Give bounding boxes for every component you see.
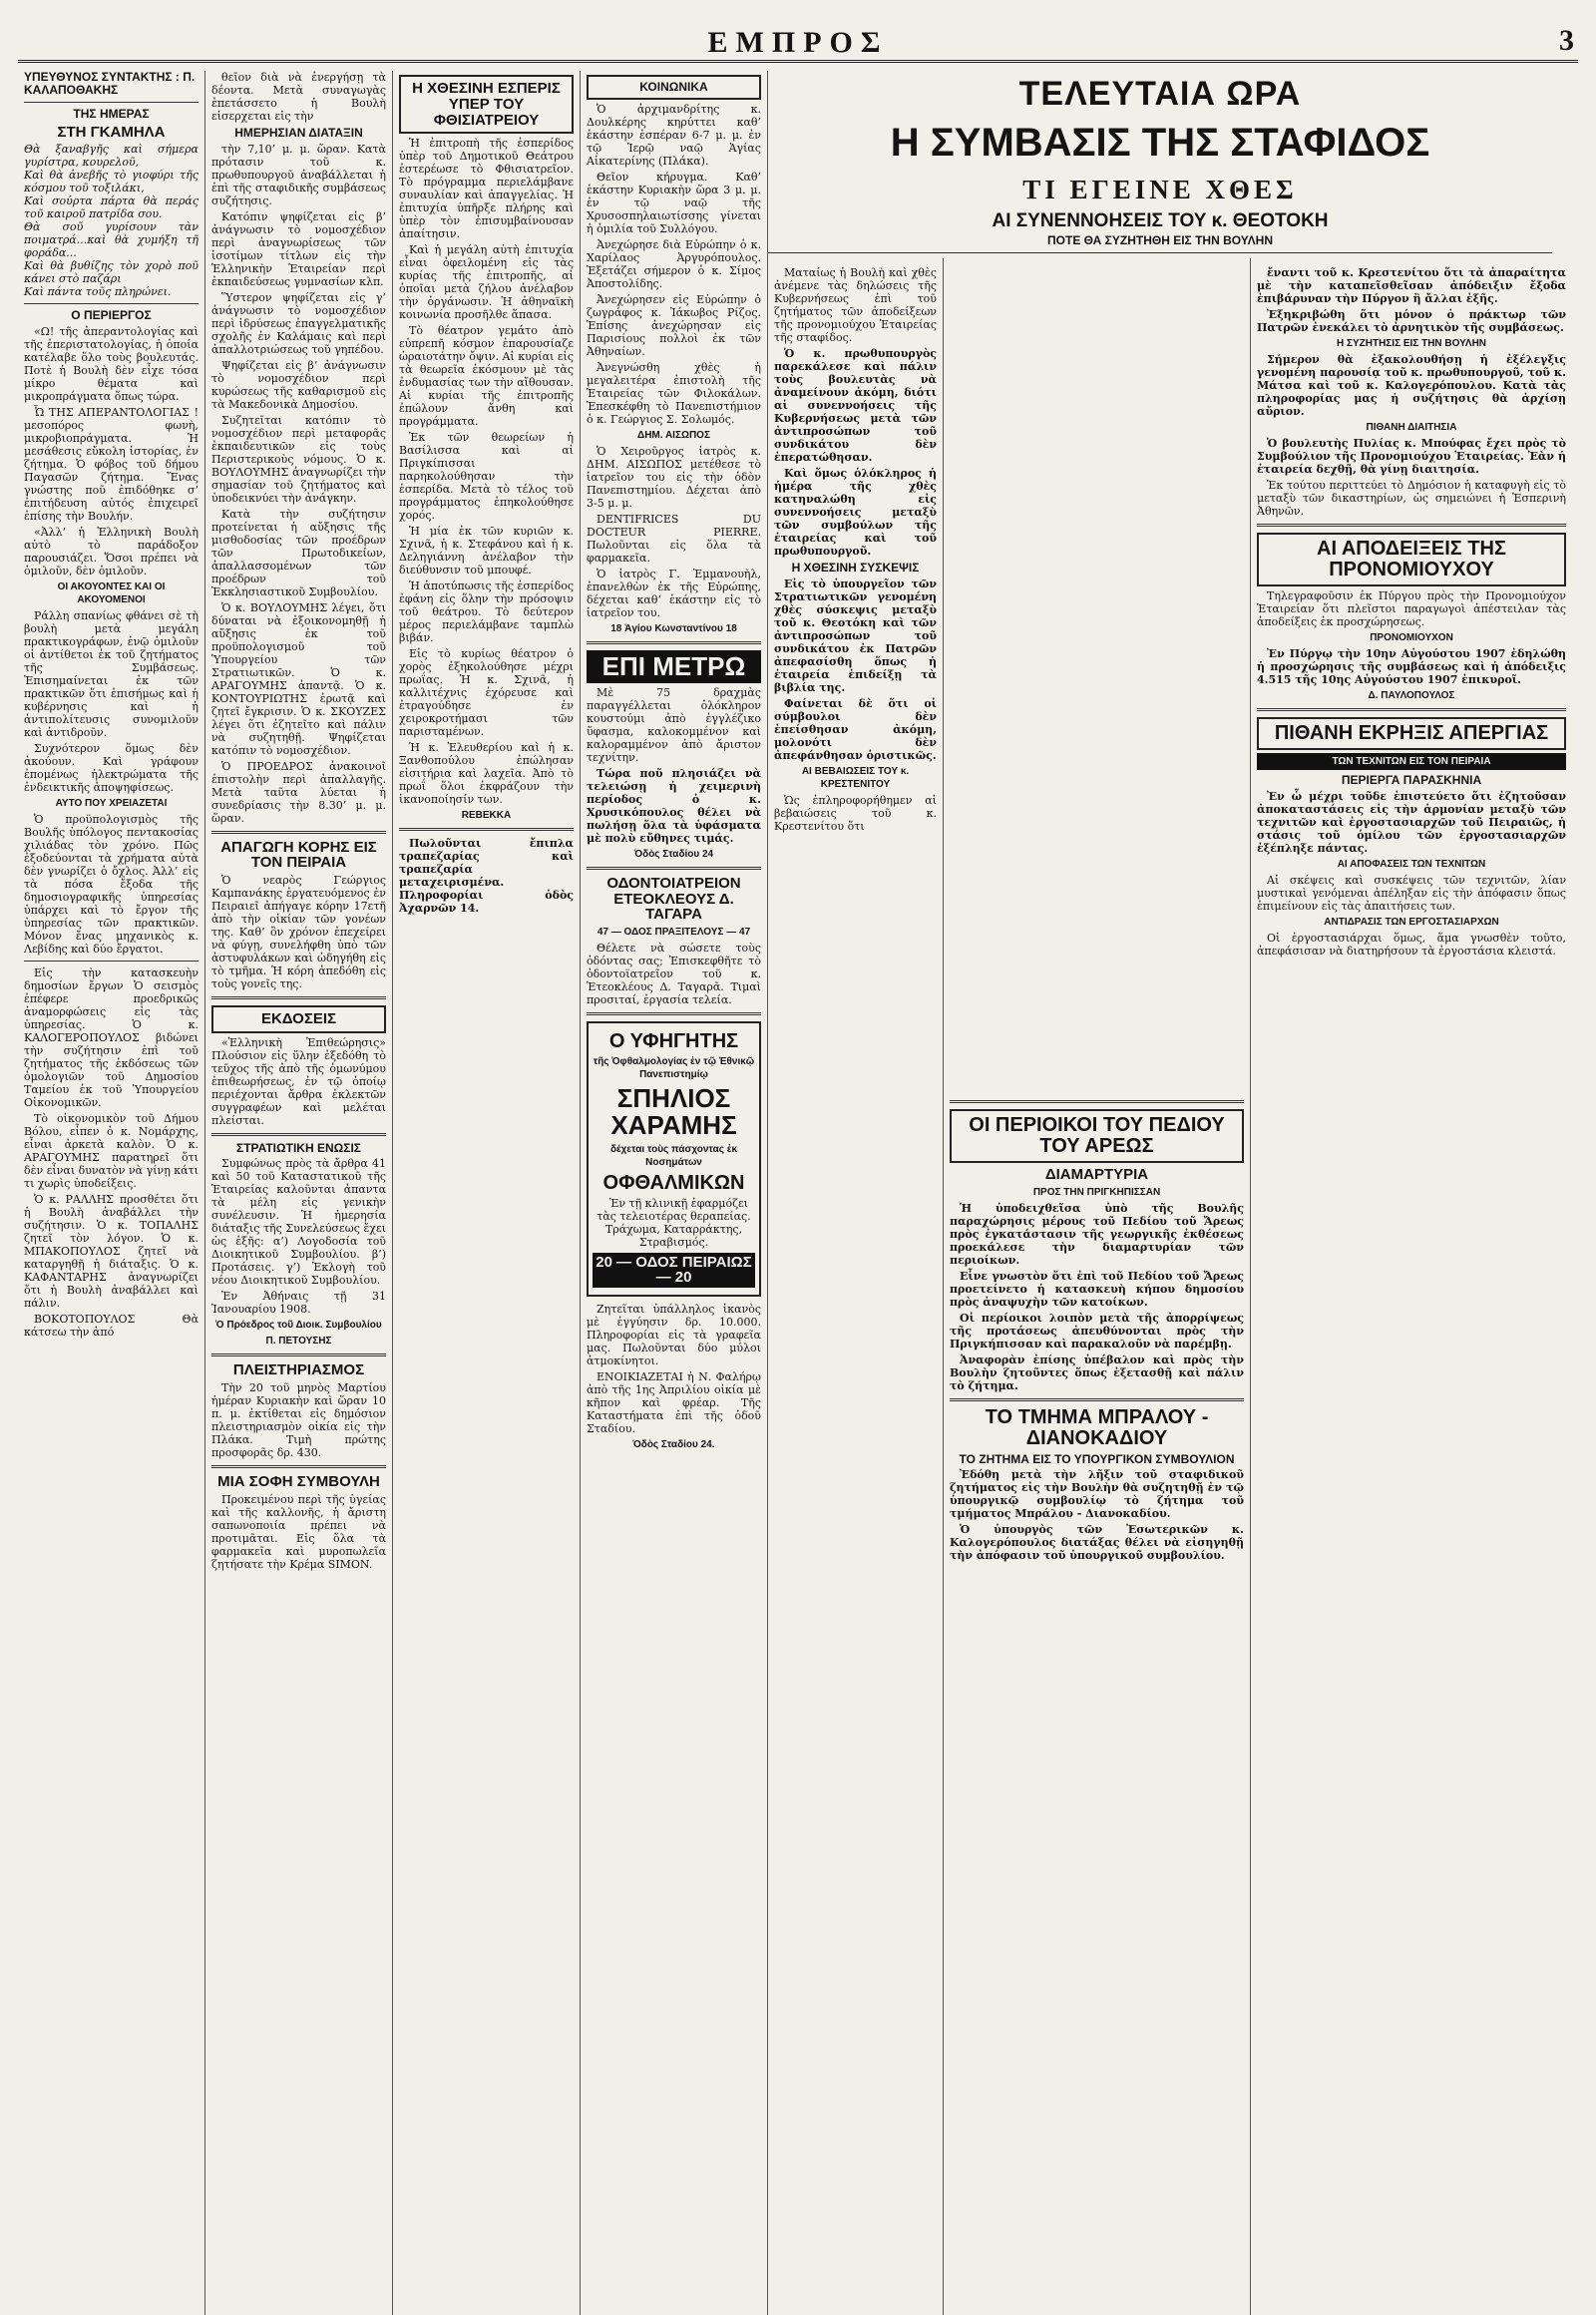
headline-protest: ΔΙΑΜΑΡΤΥΡΙΑ <box>1044 1166 1149 1183</box>
paragraph: Κατόπιν ψηφίζεται εἰς β’ ἀνάγνωσιν τὸ νομοσχέδιον περὶ ἀναγνωρίσεως τῶν ἰσοτίμων τίτλων εἰς τὴν Ἑλληνικὴν Ἑταιρείαν περὶ ἐκπαιδεύσεως γυμνασίων κλπ. <box>211 209 386 288</box>
banner-when-debate: ΠΟΤΕ ΘΑ ΣΥΖΗΤΗΘΗ ΕΙΣ ΤΗΝ ΒΟΥΛΗΝ <box>1047 233 1273 247</box>
column-1 <box>18 71 205 2315</box>
paragraph: Ὁ προϋπολογισμὸς τῆς Βουλῆς ὑπόλογος πεντακοσίας χιλιάδας τὸν χρόνο. Πῶς ἐξοδεύονται τὰ χρήματα αὐτὰ δὲν γνωρίζει ὁ ὄχλος. Ἀλλ’ εἰς τὰ πόσα ἔξοδα τῆς δημοσιογραφικῆς ὑπηρεσίας ὑπάρχει καὶ τὸ ἔργον τῆς ὑπηρεσίας τῶν πρακτικῶν. Μόνον ἔνας μηχανικὸς κ. Λεβίδης καὶ δύο ἔργατοι. <box>24 812 199 956</box>
paragraph: Ὁ ἀρχιμανδρίτης κ. Δουλκέρης κηρύττει καθ’ ἑκάστην ἑσπέραν 6-7 μ. μ. ἐν τῷ Ἱερῷ ναῷ Ἁγίας Αἰκατερίνης (Πλάκα). <box>587 102 761 168</box>
paragraph: Ἀνεχώρησε διὰ Εὐρώπην ὁ κ. Χαρίλαος Ἀργυρόπουλος. Ἐξετάζει σήμερον ὁ κ. Σίμος Ἀποστολίδης. <box>587 237 761 290</box>
paragraph: Ὁ ὑπουργὸς τῶν Ἐσωτερικῶν κ. Καλογερόπουλος διατάξας θέλει νὰ εἰσηγηθῇ τὴν ἀπόφασιν τοῦ ὑπουργικοῦ συμβουλίου. <box>950 1523 1244 1563</box>
subheading: ΟΙ ΑΚΟΥΟΝΤΕΣ ΚΑΙ ΟΙ ΑΚΟΥΟΜΕΝΟΙ <box>57 580 166 605</box>
headline-princess: ΠΡΟΣ ΤΗΝ ΠΡΙΓΚΗΠΙΣΣΑΝ <box>1032 1186 1161 1198</box>
subheading: ΠΡΟΝΟΜΙΟΥΧΟΝ <box>1370 632 1453 643</box>
paragraph: Ὁ βουλευτὴς Πυλίας κ. Μπούφας ἔχει πρὸς τὸ Συμβούλιον τῆς Προνομιούχου Ἑταιρείας. Ἐὰν ἡ ἑταιρεία δεχθῇ, θὰ γίνῃ διαιτησία. <box>1257 437 1566 476</box>
paragraph: Προκειμένου περὶ τῆς ὑγείας καὶ τῆς καλλονῆς, ἡ ἄριστη σαπωνοποιία πρέπει νὰ προτιμᾶται. Εἰς ὅλα τὰ φαρμακεῖα καὶ μυροπωλεῖα ζητήσατε τὴν Κρέμα SIMON. <box>211 1492 386 1571</box>
headline-strike: ΠΙΘΑΝΗ ΕΚΡΗΞΙΣ ΑΠΕΡΓΙΑΣ <box>1257 717 1566 750</box>
paragraph: Ἡ ὑποδειχθεῖσα ὑπὸ τῆς Βουλῆς παραχώρησις μέρους τοῦ Πεδίου τοῦ Ἄρεως πρὸς ἐγκατάστασιν τῆς γεωργικῆς ἐκθέσεως προεκάλεσε τὴν διαμαρτυρίαν τῶν περιοίκων. <box>950 1201 1244 1267</box>
paragraph: Συμφώνως πρὸς τὰ ἄρθρα 41 καὶ 50 τοῦ Καταστατικοῦ τῆς Ἑταιρείας καλοῦνται ἀπαντα τὰ μέλη εἰς γενικὴν συνέλευσιν. Ἡ ἡμερησία διάταξις τῆς Συνελεύσεως ἔχει ὡς ἑξῆς: α’) Λογοδοσία τοῦ Διοικητικοῦ Συμβουλίου. β’) Προτάσεις. γ’) Ἐκλογὴ τοῦ νέου Διοικητικοῦ Συμβουλίου. <box>211 1157 386 1288</box>
banner-negotiations: ΑΙ ΣΥΝΕΝΝΟΗΣΕΙΣ ΤΟΥ κ. ΘΕΟΤΟΚΗ <box>992 210 1329 231</box>
paragraph: «Ἀλλ’ ἡ Ἑλληνικὴ Βουλὴ αὐτὸ τὸ παράδοξον παρουσιάζει. Ὅσοι πρέπει νὰ ὁμιλοῦν, δὲν ὁμιλοῦν. <box>24 525 199 578</box>
paragraph: Ἐξηκριβώθη ὅτι μόνον ὁ πράκτωρ τῶν Πατρῶν ἐνεκάλει τὸ ἀρνητικὸν τῆς συμβάσεως. <box>1257 308 1566 334</box>
paragraph: Ἡ κ. Ἐλευθερίου καὶ ἡ κ. Ξανθοπούλου ἐπώλησαν εἰσιτήρια καὶ λαχεῖα. Ἀπὸ τὸ πρωΐ ὅλοι ἐκφράζουν τὴν ἱκανοποίησίν των. <box>399 741 574 807</box>
paragraph: Ἀνεχώρησεν εἰς Εὐρώπην ὁ ζωγράφος κ. Ἰάκωβος Ρίζος. Ἐπίσης ἀνεχώρησαν εἰς Παρισίους πολλοὶ ἐκ τῶν Ἀθηναίων. <box>587 292 761 358</box>
paragraph: Ὁ ΠΡΟΕΔΡΟΣ ἀνακοινοῖ ἐπιστολὴν περὶ ἀπαλλαγῆς. Μετὰ ταῦτα λύεται ἡ συνεδρίασις τὴν 8.30’ μ. μ. ὥραν. <box>211 759 386 825</box>
address: 18 Ἁγίου Κωνσταντίνου 18 <box>610 622 737 634</box>
paragraph: Ὁ κ. ΡΑΛΛΗΣ προσθέτει ὅτι ἡ Βουλὴ ἀναβάλλει τὴν συζήτησιν. Ὁ κ. ΤΟΠΑΛΗΣ ζητεῖ τὸν λόγον. Ὁ κ. ΜΠΑΚΟΠΟΥΛΟΣ ζητεῖ νὰ καταργηθῇ ἡ διάταξις. Ὁ κ. ΚΑΦΑΝΤΑΡΗΣ ἀναγνωρίζει ὅτι ἡ Βουλὴ ἀναβάλλει καὶ πάλιν. <box>24 1192 199 1310</box>
paragraph: Ἐδόθη μετὰ τὴν λῆξιν τοῦ σταφιδικοῦ ζητήματος εἰς τὴν Βουλὴν θὰ συζητηθῇ ἐν τῷ ὑπουργικῷ συμβουλίῳ τὸ ζήτημα τοῦ τμήματος Μπράλου - Διανοκαδίου. <box>950 1468 1244 1521</box>
headline-debate: Η ΣΥΖΗΤΗΣΙΣ ΕΙΣ ΤΗΝ ΒΟΥΛΗΝ <box>1336 338 1487 349</box>
headline-gamila: ΣΤΗ ΓΚΑΜΗΛΑ <box>57 123 166 141</box>
column-4 <box>581 71 768 2315</box>
banner-raisin-agreement: Η ΣΥΜΒΑΣΙΣ ΤΗΣ ΣΤΑΦΙΔΟΣ <box>890 121 1430 165</box>
paragraph: ἔναντι τοῦ κ. Κρεστενίτου ὅτι τὰ ἀπαραίτητα μὲ τὴν καταπεῖσθεῖσαν ἀπόδειξιν ἔξοδα ἐπιβάρυναν τὴν Πύργον ἢ ἄλλαι ἐξῆς. <box>1257 266 1566 305</box>
paragraph: ΒΟΚΟΤΟΠΟΥΛΟΣ Θὰ κάτσεω τὴν ἀπό <box>24 1312 199 1339</box>
paragraph: Ὁ ἰατρὸς Γ. Ἐμμανουὴλ, ἐπανελθὼν ἐκ τῆς Εὐρώπης, δέχεται καθ’ ἑκάστην εἰς τὸ ἰατρεῖον του. <box>587 567 761 619</box>
paragraph: DENTIFRICES DU DOCTEUR PIERRE. Πωλοῦνται εἰς ὅλα τὰ φαρμακεῖα. <box>587 512 761 565</box>
page-number: 3 <box>1559 24 1574 57</box>
paragraph: Οἱ ἐργοστασιάρχαι ὅμως, ἅμα γνωσθὲν τοῦτο, ἀπεφάσισαν νὰ διατηρήσουν τὰ ἐργοστάσια κλειστά. <box>1257 931 1566 958</box>
column-7 <box>1251 71 1572 2315</box>
ad-specialty: ΟΦΘΑΛΜΙΚΩΝ <box>602 1171 745 1194</box>
address: Ὁδὸς Σταδίου 24. <box>632 1439 715 1451</box>
paragraph: Καὶ ὅμως ὁλόκληρος ἡ ἡμέρα τῆς χθὲς κατηναλώθη εἰς συνεννοήσεις μεταξὺ τῶν συμβούλων τῆς ἑταιρείας καὶ τοῦ πρωθυπουργοῦ. <box>774 467 937 558</box>
headline-arbitration: ΠΙΘΑΝΗ ΔΙΑΙΤΗΣΙΑ <box>1366 422 1457 433</box>
headline-meeting: Η ΧΘΕΣΙΝΗ ΣΥΣΚΕΨΙΣ <box>791 561 920 575</box>
notice-date: Ἐν Ἀθήναις τῇ 31 Ἰανουαρίου 1908. <box>211 1290 386 1317</box>
paragraph: Ἡ μία ἐκ τῶν κυριῶν κ. Σχινᾶ, ἡ κ. Στεφάνου καὶ ἡ κ. Δεληγιάννη ἀνέλαβον τὴν διεύθυνσιν τοῦ μπουφέ. <box>399 525 574 578</box>
columns <box>18 71 1578 2315</box>
paragraph: Εἰς τὸ ὑπουργεῖον τῶν Στρατιωτικῶν γενομένη χθὲς σύσκεψις μεταξὺ τοῦ κ. Θεοτόκη καὶ τῶν ἀντιπροσώπων τοῦ συνδικάτου ἐκ Πατρῶν ἀπεφασίσθη ὅπως ἡ ἑταιρεία ἐπιδείξῃ τὰ βιβλία της. <box>774 577 937 694</box>
paragraph: Ὁ Χειροῦργος ἰατρὸς κ. ΔΗΜ. ΑΙΣΩΠΟΣ μετέθεσε τὸ ἰατρεῖον του εἰς τὴν ὁδὸν Πανεπιστημίου. Δέχεται ἀπὸ 3-5 μ. μ. <box>587 444 761 510</box>
masthead <box>18 26 1578 63</box>
ophthalmologist-ad <box>587 1021 761 1297</box>
ad-title: Ο ΥΦΗΓΗΤΗΣ <box>608 1030 739 1053</box>
paragraph: Συχνότερον ὅμως δὲν ἀκούουν. Καὶ γράφουν ἐπομένως ἡλεκτρώματα τῆς ἐνδεικτικῆς ἀποψηφίσεως. <box>24 741 199 794</box>
headline-agenda: ΗΜΕΡΗΣΙΑΝ ΔΙΑΤΑΞΙΝ <box>234 126 363 140</box>
paragraph: «Ω! τῆς ἀπεραντολογίας καὶ τῆς ἐπεριστατολογίας, ἡ ὁποία κατέλαβε ὅλο τοὺς βουλευτάς. Ποτὲ ἡ Βουλὴ δὲν εἶχε τόσα μίκρο θέματα καὶ μικροπράγματα ὅπως τώρα. <box>24 324 199 403</box>
column-2 <box>205 71 393 2315</box>
paragraph: Τὸ οἰκονομικὸν τοῦ Δήμου Βόλου, εἶπεν ὁ κ. Νομάρχης, εἶναι ἀρκετὰ καλὸν. Ὁ κ. ΑΡΑΓΟΥΜΗΣ παρατηρεῖ ὅτι δὲν εἶναι δυνατὸν νὰ γίνῃ κάτι τι χωρὶς ὑποδείξεις. <box>24 1111 199 1190</box>
headline-residents: ΟΙ ΠΕΡΙΟΙΚΟΙ ΤΟΥ ΠΕΔΙΟΥ ΤΟΥ ΑΡΕΩΣ <box>950 1109 1244 1163</box>
ad-text: δέχεται τοὺς πάσχοντας ἐκ Νοσημάτων <box>609 1143 738 1168</box>
section-title-2: Ο ΠΕΡΙΕΡΓΟΣ <box>71 308 152 323</box>
paragraph: Αἱ σκέψεις καὶ συσκέψεις τῶν τεχνιτῶν, λίαν μυστικαὶ γενόμεναι ἀπέληξαν εἰς τὴν ἀπόφασιν ὅπως ἐπιμείνουν εἰς τὰς ἀπαιτήσεις των. <box>1257 873 1566 913</box>
headline-abduction: ΑΠΑΓΩΓΗ ΚΟΡΗΣ ΕΙΣ ΤΟΝ ΠΕΙΡΑΙΑ <box>220 838 377 872</box>
subheading: ΑΥΤΟ ΠΟΥ ΧΡΕΙΑΖΕΤΑΙ <box>55 797 168 809</box>
paragraph: θεῖον διὰ νὰ ἐνεργήσῃ τὰ δέοντα. Μετὰ συναγωγὰς ἐπετάσσετο ἡ Βουλὴ εἰσερχεται εἰς τὴν <box>211 71 386 123</box>
address: Ὁδὸς Σταδίου 24 <box>633 848 714 860</box>
paragraph: Τὸ θέατρον γεμάτο ἀπὸ εὐπρεπῆ κόσμον ἐπαρουσίαζε ὡραιοτάτην ὄψιν. Αἱ κυρίαι εἰς τὰ θεωρεῖα ἐκόσμουν μὲ τὰς ἐνδυμασίας των τὴν αἴθουσαν. Αἱ κυρίαι τῆς ἐπιτροπῆς ἐπώλουν ἄνθη καὶ προγράμματα. <box>399 324 574 429</box>
poem: Θὰ ξαναβγῆς καὶ σήμερα γυρίστρα, κουρελοῦ, Καὶ θὰ ἀνεβῆς τὸ γιοφύρι τῆς κόσμου τοῦ τοξιλάκι, Καὶ σούρτα πάρτα θὰ περάς τοῦ καιροῦ πατρίδα σου. Θὰ σοῦ γυρίσουν τὰν ποιματρά...καὶ θὰ χυμήξη τῆ φοράδα... Καὶ θὰ βυθίζης τὸν χορὸ ποῦ κάνει στὸ παζάρι Καὶ πάντα τοῦς πληρώνει. <box>24 143 199 299</box>
headline-decisions: ΑΙ ΑΠΟΦΑΣΕΙΣ ΤΩΝ ΤΕΧΝΙΤΩΝ <box>1337 858 1486 870</box>
paragraph: Ἀναφορὰν ἐπίσης ὑπέβαλον καὶ πρὸς τὴν Βουλὴν ζητοῦντες ὅπως ἐξετασθῇ καὶ πάλιν τὸ ζήτημα. <box>950 1352 1244 1392</box>
headline-advice: ΜΙΑ ΣΟΦΗ ΣΥΜΒΟΥΛΗ <box>217 1473 380 1491</box>
headline-section-split: ΤΟ ΤΜΗΜΑ ΜΠΡΑΛΟΥ - ΔΙΑΝΟΚΑΔΙΟΥ <box>985 1405 1209 1449</box>
paragraph: Τώρα ποῦ πλησιάζει νὰ τελειώσῃ ἡ χειμερινὴ περίοδος ὁ κ. Χρυσικόπουλος θέλει νὰ πωλήσῃ ὅλα τὰ ὑφάσματα μὲ πολὺ εὔθηνες τιμάς. <box>587 766 761 845</box>
paragraph: Κατὰ τὴν συζήτησιν προτείνεται ἡ αὔξησις τῆς μισθοδοσίας τῶν προέδρων τῶν Πρωτοδικείων, ἀπαλλασσομένων τῶν προέδρων τοῦ Ἐκκλησιαστικοῦ Συμβουλίου. <box>211 507 386 598</box>
ad-subtitle: τῆς Ὀφθαλμολογίας ἐν τῷ Ἐθνικῷ Πανεπιστημίῳ <box>593 1056 755 1081</box>
paragraph: Ὁ κ. πρωθυπουργὸς παρεκάλεσε καὶ πάλιν τοὺς βουλευτὰς νὰ ἀναμείνουν ἀκόμη, διότι αἱ συνεννοήσεις τῆς Κυβερνήσεως μετὰ τῶν ἀντιπροσώπων τοῦ συνδικάτου δὲν ἐπερατώθησαν. <box>774 347 937 464</box>
signature-name: Π. ΠΕΤΟΥΣΗΣ <box>265 1336 332 1348</box>
column-3 <box>393 71 581 2315</box>
paragraph: Ἐκ τούτου περιττεύει τὸ Δημόσιον ἡ καταφυγὴ εἰς τὸ μεταξὺ τῶν δικαστηρίων, ὡς σημειώνει ἡ Ἑσπερινὴ Ἀθηνῶν. <box>1257 479 1566 518</box>
paragraph: Ζητεῖται ὑπάλληλος ἱκανὸς μὲ ἐγγύησιν δρ. 10.000. Πληροφορίαι εἰς τὰ γραφεῖα μας. Πωλοῦνται δύο μύλοι ἀτμοκίνητοι. <box>587 1303 761 1368</box>
paragraph: Ἐκ τῶν θεωρείων ἡ Βασίλισσα καὶ αἱ Πριγκίπισσαι παρηκολούθησαν τὴν ἑσπερίδα. Μετὰ τὸ τέλος τοῦ προγράμματος ἐπηκολούθησε χορός. <box>399 431 574 523</box>
paragraph: Ὁ νεαρὸς Γεώργιος Καμπανάκης ἐργατευόμενος ἐν Πειραιεῖ ἀπήγαγε κόρην 17ετῆ ἀπὸ τὴν οἰκίαν τῶν γονέων της. Καθ’ ὃν χρόνον ἐπεχείρει νὰ φύγῃ, συνελήφθη ὑπὸ τῶν ἀστυφυλάκων καὶ ὡδηγήθη εἰς τὸ τμῆμα. Ἡ κόρη ἀπεδόθη εἰς τοὺς γονεῖς της. <box>211 874 386 991</box>
paragraph: Ἐν τῇ κλινικῇ ἐφαρμόζει τὰς τελειοτέρας θεραπείας. Τράχωμα, Καταρράκτης, Στραβισμός. <box>597 1196 751 1249</box>
headline-reaction: ΑΝΤΙΔΡΑΣΙΣ ΤΩΝ ΕΡΓΟΣΤΑΣΙΑΡΧΩΝ <box>1324 916 1499 928</box>
paragraph: Τηλεγραφοῦσιν ἐκ Πύργου πρὸς τὴν Προνομιούχον Ἑταιρείαν ὅτι πλεῖστοι παραγωγοὶ ἀπέστειλαν τὰς ἀποδείξεις ἐκ προσχώρησεως. <box>1257 589 1566 628</box>
headline-backstage: ΠΕΡΙΕΡΓΑ ΠΑΡΑΣΚΗΝΙΑ <box>1341 773 1482 787</box>
doctor-name: ΔΗΜ. ΑΙΣΩΠΟΣ <box>637 429 710 441</box>
paragraph: Ἐν Πύργῳ τὴν 10ην Αὐγούστου 1907 ἐδηλώθη ἡ προσχώρησις τῆς συμβάσεως καὶ ἡ ἀπόδειξις 4.515 τῆς 10ης Αὐγούστου 1907 ἐπικυροῖ. <box>1257 647 1566 686</box>
editor-line: ΥΠΕΥΘΥΝΟΣ ΣΥΝΤΑΚΤΗΣ : Π. ΚΑΛΑΠΟΘΑΚΗΣ <box>24 71 196 97</box>
headline-cabinet: ΤΟ ΖΗΤΗΜΑ ΕΙΣ ΤΟ ΥΠΟΥΡΓΙΚΟΝ ΣΥΜΒΟΥΛΙΟΝ <box>959 1451 1235 1466</box>
paragraph: Ἡ ἀποτύπωσις τῆς ἑσπερίδος ἐφάνη εἰς ὅλην τὴν πρόσοψιν τοῦ θεάτρου. Τὸ δεύτερον μέρος περιελάμβανε ταμπλὼ βιβάν. <box>399 579 574 645</box>
section-title: ΤΗΣ ΗΜΕΡΑΣ <box>73 107 150 121</box>
paragraph: Καὶ ἡ μεγάλη αὐτὴ ἐπιτυχία εἶναι ὀφειλομένη εἰς τὰς κυρίας τῆς ἐπιτροπῆς, αἱ ὁποῖαι μετὰ ζήλου ἀνέλαβον τὴν ὀργάνωσιν. Ἡ ἀθηναϊκὴ κοινωνία προσῆλθε ἅπασα. <box>399 243 574 322</box>
paragraph: Συζητεῖται κατόπιν τὸ νομοσχέδιον περὶ μεταφορᾶς ἐκπαιδευτικῶν εἰς τοὺς Περιστερικοὺς νόμους. Ὁ κ. ΒΟΥΛΟΥΜΗΣ ἀναγνωρίζει τὴν σημασίαν τοῦ ζητήματος καὶ ὑποδεικνύει τὴν ἀνάγκην. <box>211 413 386 505</box>
paragraph: Εἰς τὸ κυρίως θέατρον ὁ χορὸς ἐξηκολούθησε μέχρι πρωΐας. Ἡ κ. Σχινᾶ, ἡ καλλιτέχνις ἐχόρευσε καὶ ἐτραγούδησε ἐν χειροκροτήμασι τῶν παρισταμένων. <box>399 647 574 739</box>
headline-auction: ΠΛΕΙΣΤΗΡΙΑΣΜΟΣ <box>232 1361 365 1379</box>
paragraph: Μὲ 75 δραχμὰς παραγγέλλεται ὁλόκληρον κουστούμι ἀπὸ ἐγγλέζικο ὕφασμα, καλοκομμένον καὶ καλοραμμένον ἀπὸ ἄριστον τεχνίτην. <box>587 685 761 764</box>
ad-headline-dentist: ΟΔΟΝΤΟΙΑΤΡΕΙΟΝ ΕΤΕΟΚΛΕΟΥΣ Δ. ΤΑΓΑΡΑ <box>606 874 741 924</box>
paragraph: Οἱ περίοικοι λοιπὸν μετὰ τῆς ἀπορρίψεως τῆς προτάσεως ἀπευθύνονται πρὸς τὴν Πριγκήπισσαν καὶ παρακαλοῦν νὰ παρέμβῃ. <box>950 1311 1244 1350</box>
headline-publications: ΕΚΔΟΣΕΙΣ <box>211 1005 386 1033</box>
paragraph: Ψηφίζεται εἰς β’ ἀνάγνωσιν τὸ νομοσχέδιον περὶ κυρώσεως τῆς καθαρισμοῦ εἰς τὰ Μακεδονικὰ Δημοσίου. <box>211 358 386 411</box>
paragraph: Εἶνε γνωστὸν ὅτι ἐπὶ τοῦ Πεδίου τοῦ Ἄρεως προετείνετο ἡ κατασκευὴ κήπου δημοσίου πρὸς ἀναψυχὴν τῶν κατοίκων. <box>950 1269 1244 1309</box>
headline-military: ΣΤΡΑΤΙΩΤΙΚΗ ΕΝΩΣΙΣ <box>236 1140 361 1155</box>
paragraph: Τὴν 20 τοῦ μηνὸς Μαρτίου ἡμέραν Κυριακὴν καὶ ὥραν 10 π. μ. ἐκτίθεται εἰς δημόσιον πλειστηριασμὸν οἰκία εἰς τὴν Πλάκα. Τιμὴ πρώτης προσφορᾶς δρ. 430. <box>211 1381 386 1460</box>
headline-receipts: ΑΙ ΑΠΟΔΕΙΞΕΙΣ ΤΗΣ ΠΡΟΝΟΜΙΟΥΧΟΥ <box>1257 533 1566 586</box>
paragraph: Ὦ ΤΗΣ ΑΠΕΡΑΝΤΟΛΟΓΙΑΣ ! μεσοπόρος φωνὴ, μικροβιοπράγματα. Ἡ μεσάθεσις εὔκολη ἰστορίας, ἐν ζήτημα. Ὁ φόβος τοῦ δήμου Παγασῶν ζήτημα. Ἕνας γνώστης ποῦ ἐπιδόθηκε σ’ ἐπιτήδευση αὐτός ἐπιχειρεῖ ἐπίσης τὴν Βουλήν. <box>24 405 199 523</box>
paragraph: «Ἑλληνικὴ Ἐπιθεώρησις» Πλούσιον εἰς ὕλην ἐξεδόθη τὸ τεῦχος τῆς ἀπὸ τῆς ὁμωνύμου ἐπιθεωρήσεως, ἐν τῷ ὁποίῳ περιέχονται ἄρθρα ἐκλεκτῶν συγγραφέων καὶ μελέται πλείσται. <box>211 1035 386 1127</box>
newspaper-title: ΕΜΠΡΟΣ <box>707 26 889 59</box>
paragraph: τὴν 7,10’ μ. μ. ὥραν. Κατὰ πρότασιν τοῦ κ. πρωθυπουργοῦ ἀναβάλλεται ἡ ἐπὶ τῆς σταφιδικῆς συμβάσεως συζήτησις. <box>211 142 386 207</box>
headline-soiree: Η ΧΘΕΣΙΝΗ ΕΣΠΕΡΙΣ ΥΠΕΡ ΤΟΥ ΦΘΙΣΙΑΤΡΕΙΟΥ <box>399 75 574 134</box>
paragraph: Φαίνεται δὲ ὅτι οἱ σύμβουλοι δὲν ἐπείσθησαν ἀκόμη, μολονότι δὲν ἀπεφάνθησαν ὁριστικῶς. <box>774 696 937 762</box>
paragraph: Ὕστερον ψηφίζεται εἰς γ’ ἀνάγνωσιν τὸ νομοσχέδιον περὶ ἱδρύσεως ἐπαγγελματικῆς σχολῆς ἐν Καλάμαις καὶ περὶ ἀπαλλοτριώσεως τοῦ γηπέδου. <box>211 290 386 356</box>
paragraph: Ἡ ἐπιτροπὴ τῆς ἑσπερίδος ὑπὲρ τοῦ Δημοτικοῦ Θεάτρου ἐστερέωσε τὸ Φθισιατρεῖον. Τὸ πρόγραμμα περιελάμβανε συναυλίαν καὶ ἀπαγγελίας. Ἡ ἐπιτυχία ὑπῆρξε πλήρης καὶ ὑπὲρ τὸν ἐπισυμβαίνουσαν ἀπαίτησιν. <box>399 137 574 241</box>
headline-technicians: ΤΩΝ ΤΕΧΝΙΤΩΝ ΕΙΣ ΤΟΝ ΠΕΙΡΑΙΑ <box>1257 753 1566 770</box>
paragraph: Θεῖον κήρυγμα. Καθ’ ἑκάστην Κυριακὴν ὥρα 3 μ. μ. ἐν τῷ ναῷ τῆς Χρυσοσπηλαιωτίσσης γίνεται ἡ ὁμιλία τοῦ Συλλόγου. <box>587 170 761 235</box>
paragraph: Ὡς ἐπληροφορήθημεν αἱ βεβαιώσεις τοῦ κ. Κρεστενίτου ὅτι <box>774 793 937 833</box>
ad-headline-tailor: ΕΠΙ ΜΕΤΡΩ <box>587 650 761 683</box>
column-5 <box>768 71 944 2315</box>
top-banner <box>768 71 1552 258</box>
paragraph: ΕΝΟΙΚΙΑΖΕΤΑΙ ἡ Ν. Φαλήρῳ ἀπὸ τῆς 1ης Ἀπριλίου οἰκία μὲ κῆπον καὶ φρέαρ. Τῆς Καταστήματα ἐπὶ τῆς ὁδοῦ Σταδίου. <box>587 1370 761 1436</box>
paragraph: Ἀνεγνώσθη χθὲς ἡ μεγαλειτέρα ἐπιστολὴ τῆς Ἑταιρείας τῶν Φιλοκάλων. Ἐπεσκέφθη τὸ Πανεπιστήμιον ὁ κ. Γεώργιος Σ. Σολωμός. <box>587 360 761 426</box>
paragraph: Ὁ κ. ΒΟΥΛΟΥΜΗΣ λέγει, ὅτι δύναται νὰ ἐξοικονομηθῇ ἡ αὔξησις ἐκ τοῦ προϋπολογισμοῦ τοῦ Ὑπουργείου τῶν Στρατιωτικῶν. Ὁ κ. ΑΡΑΓΟΥΜΗΣ ἀπαντᾷ. Ὁ κ. ΚΟΝΤΟΥΡΙΩΤΗΣ ἐρωτᾷ καὶ ζητεῖ ἔγκρισιν. Ὁ κ. ΣΚΟΥΖΕΣ λέγει ὅτι ἐζητεῖτο καὶ πάλιν νὰ συζητηθῇ. Ψηφίζεται κατόπιν τὸ νομοσχέδιον. <box>211 600 386 757</box>
paragraph: Εἰς τὴν κατασκευὴν δημοσίων ἔργων Ὁ σεισμὸς ἐπέφερε προεδρικῶς ἀναμορφώσεις εἰς τὰς ὑπηρεσίας. Ὁ κ. ΚΑΛΟΓΕΡΟΠΟΥΛΟΣ βιδώνει τὴν συζήτησιν ἐπὶ τοῦ ζητήματος τῆς ἐκδόσεως τῶν ὁμολογιῶν τοῦ Δημοσίου Ταμείου ἐκ τοῦ Ὑπουργείου Οἰκονομικῶν. <box>24 965 199 1109</box>
section-social: ΚΟΙΝΩΝΙΚΑ <box>587 75 761 100</box>
ad-doctor-name: ΣΠΗΛΙΟΣ ΧΑΡΑΜΗΣ <box>610 1083 737 1141</box>
byline: REBEKKA <box>461 810 512 822</box>
paragraph: Ἐν ὦ μέχρι τοῦδε ἐπιστεύετο ὅτι ἐζητοῦσαν ἀποκαταστάσεις εἰς τὴν ἁρμονίαν μεταξὺ τῶν τεχνιτῶν καὶ ἐργοστασιαρχῶν τοῦ Πειραιῶς, ἡ στάσις τοῦ ὁμίλου τῶν ἐργοστασιαρχῶν ἐξέπληξε πάντας. <box>1257 789 1566 855</box>
headline-assurances: ΑΙ ΒΕΒΑΙΩΣΕΙΣ ΤΟΥ κ. ΚΡΕΣΤΕΝΙΤΟΥ <box>801 765 910 790</box>
paragraph: Ράλλη σπανίως φθάνει σὲ τὴ βουλὴ μετὰ μεγάλη πρακτικογράφων, ἐνῷ ὁμιλοῦν οἱ ἀντίθετοι ἐκ τοῦ ζητήματος τῆς Συμβάσεως. Ἐπισημαίνεται ἐκ τῶν πρακτικῶν ὅτι ἐπισήμως καὶ ἡ κυβέρνησις καὶ ἡ ἀντιπολίτευσις συνομιλοῦν καὶ ἀντιδροῦν. <box>24 608 199 739</box>
banner-what-happened: ΤΙ ΕΓΕΙΝΕ ΧΘΕΣ <box>1022 175 1298 204</box>
address: 47 — ΟΔΟΣ ΠΡΑΞΙΤΕΛΟΥΣ — 47 <box>597 927 751 939</box>
banner-last-hour: ΤΕΛΕΥΤΑΙΑ ΩΡΑ <box>1018 75 1302 113</box>
paragraph: Θέλετε νὰ σώσετε τοὺς ὀδόντας σας; Ἐπισκεφθῆτε τὸ ὀδοντοϊατρεῖον τοῦ κ. Ἐτεοκλέους Δ. Ταγαρᾶ. Τιμαὶ προσιταί, ἐργασία τελεία. <box>587 942 761 1007</box>
signature: Δ. ΠΑΥΛΟΠΟΥΛΟΣ <box>1368 690 1455 701</box>
ad-address: 20 — ΟΔΟΣ ΠΕΙΡΑΙΩΣ — 20 <box>593 1253 755 1289</box>
paragraph: Ματαίως ἡ Βουλὴ καὶ χθὲς ἀνέμενε τὰς δηλώσεις τῆς Κυβερνήσεως ἐπὶ τοῦ ζητήματος τῶν ἀποδείξεων τῆς προνομιούχου Ἑταιρείας τῆς σταφίδος. <box>774 266 937 344</box>
classified-ad: Πωλοῦνται ἔπιπλα τραπεζαρίας καὶ τραπεζαρία μεταχειρισμένα. Πληροφορίαι ὁδὸς Ἀχαρνῶν 14. <box>399 837 574 916</box>
paragraph: Σήμερον θὰ ἐξακολουθήσῃ ἡ ἐξέλεγξις γενομένη παρουσίᾳ τοῦ κ. πρωθυπουργοῦ, τοῦ κ. Μάτσα καὶ τοῦ κ. Καλογερόπουλου. Κατὰ τὰς πληροφορίας μας ἡ συζήτησις θὰ ἀρχίσῃ αὔριον. <box>1257 353 1566 418</box>
signature-title: Ὁ Πρόεδρος τοῦ Διοικ. Συμβουλίου <box>215 1320 382 1332</box>
